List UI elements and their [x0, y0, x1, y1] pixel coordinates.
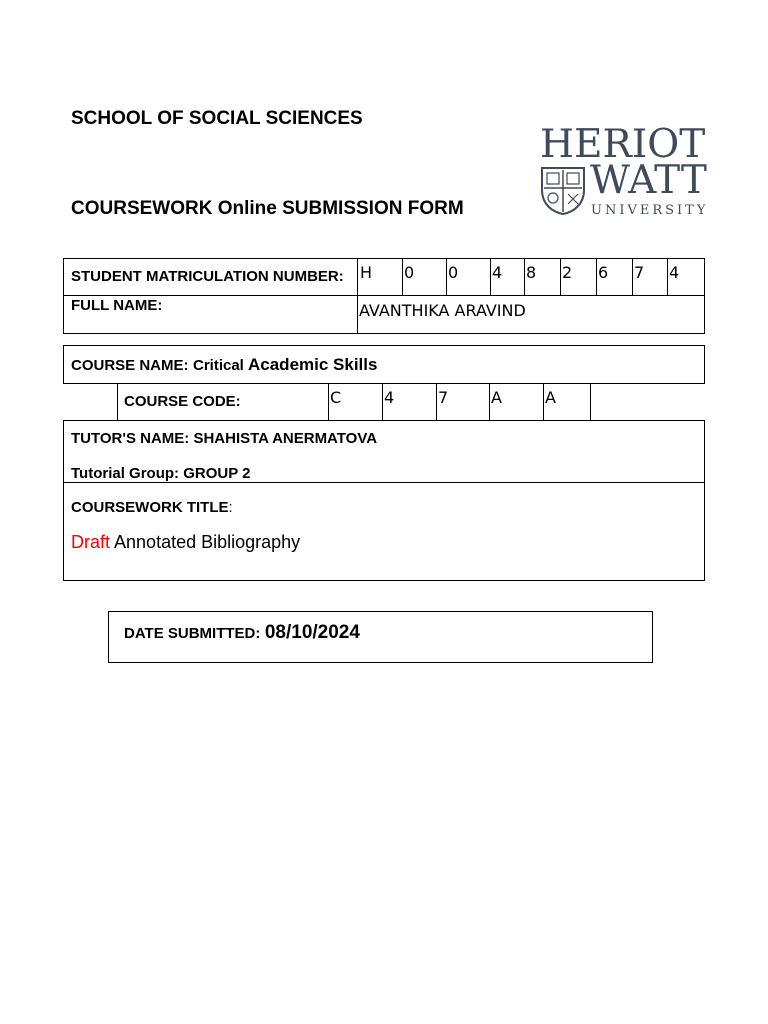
code-cell-divider [328, 383, 329, 421]
logo-line1: HERIOT [540, 122, 706, 167]
matric-cell-divider [402, 258, 403, 296]
coursework-title [71, 532, 300, 553]
coursework-title-colon: : [228, 499, 233, 516]
matric-char: 4 [492, 263, 503, 282]
date-submitted [124, 622, 360, 644]
matric-char: 6 [598, 263, 609, 282]
code-char: 7 [438, 388, 449, 407]
full-name-label: FULL NAME: [71, 297, 163, 314]
course-name-label: COURSE NAME: [71, 357, 189, 374]
tutor-title-divider [63, 482, 705, 483]
logo-line2: WATT [590, 158, 707, 203]
matric-char: H [360, 263, 373, 282]
code-cell-divider [436, 383, 437, 421]
matric-cell-divider [667, 258, 668, 296]
coursework-title-label: COURSEWORK TITLE [71, 499, 229, 516]
tutorial-group: Tutorial Group: GROUP 2 [71, 465, 251, 482]
matric-char: 0 [404, 263, 415, 282]
code-row-left-border [117, 383, 118, 421]
full-name-value: AVANTHIKA ARAVIND [359, 301, 526, 320]
matric-char: 0 [448, 263, 459, 282]
matric-cell-divider [596, 258, 597, 296]
matric-cell-divider [560, 258, 561, 296]
code-char: 4 [384, 388, 395, 407]
matric-char: 4 [669, 263, 680, 282]
matric-label: STUDENT MATRICULATION NUMBER: [71, 268, 344, 285]
code-char: A [491, 388, 502, 407]
date-label: DATE SUBMITTED: [124, 625, 261, 642]
matric-cell-divider [524, 258, 525, 296]
matric-cell-divider [632, 258, 633, 296]
code-char: C [330, 388, 342, 407]
code-char: A [545, 388, 556, 407]
date-value: 08/10/2024 [264, 622, 360, 643]
logo-line3: UNIVERSITY [591, 203, 709, 218]
code-cell-divider [489, 383, 490, 421]
code-cell-divider [543, 383, 544, 421]
course-code-label: COURSE CODE: [124, 393, 241, 410]
matric-cell-divider [490, 258, 491, 296]
code-cell-divider [382, 383, 383, 421]
matric-char: 8 [526, 263, 537, 282]
draft-word: Draft [71, 532, 111, 552]
matric-char: 7 [634, 263, 645, 282]
student-table-col-divider [357, 258, 358, 334]
tutor-name: TUTOR'S NAME: SHAHISTA ANERMATOVA [71, 430, 378, 447]
university-logo [538, 122, 710, 220]
course-name-part1: Critical [193, 357, 244, 374]
course-name-part2: Academic Skills [248, 355, 378, 374]
matric-cell-divider [446, 258, 447, 296]
coursework-title-text: Annotated Bibliography [114, 532, 301, 552]
matric-char: 2 [562, 263, 573, 282]
code-row-right-border [590, 383, 591, 421]
crest-icon [540, 166, 586, 216]
form-title: COURSEWORK Online SUBMISSION FORM [71, 198, 464, 219]
school-heading: SCHOOL OF SOCIAL SCIENCES [71, 108, 363, 129]
student-table-divider [63, 295, 705, 296]
coursework-title-label-wrap [71, 499, 233, 516]
